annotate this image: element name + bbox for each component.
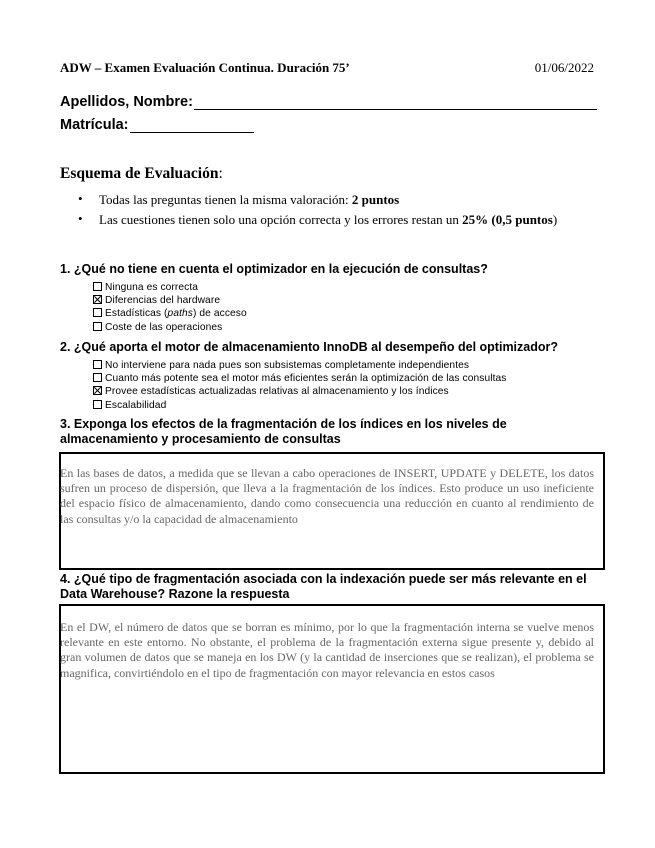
question-1-options	[93, 281, 247, 334]
id-label: Matrícula:	[60, 117, 129, 133]
exam-page: ADW – Examen Evaluación Continua. Duración 75’ 01/06/2022 Apellidos, Nombre: Matrícula: Esquema de Evaluación: • Todas las preguntas tienen la misma valoración: 2 puntos • Las cuestiones tienen solo una opción correcta y los errores restan un 25% (0,5 puntos) 1. ¿Qué no tiene en cuenta el optimizador en la ejecución de consultas? Ninguna es correcta Diferencias del hardware Estadísticas (paths) de acceso Coste de las operaciones 2. ¿Qué aporta el motor de almacenamiento InnoDB al desempeño del optimizador? No interviene para nada pues son subsistemas completamente independientes Cuanto más potente sea el motor más eficientes serán la optimización de las consultas Provee estadísticas actualizadas relativas al almacenamiento y los índices Escalabilidad 3. Exponga los efectos de la fragmentación de los índices en los niveles de almacenamiento y procesamiento de consultas En las bases de datos, a medida que se llevan a cabo operaciones de INSERT, UPDATE y DELETE, los datos sufren un proceso de dispersión, que lleva a la fragmentación de los índices. Esto produce un uso ineficiente del espacio físico de almacenamiento, dando como consecuencia una reducción en cuanto al rendimiento de las consultas y/o la capacidad de almacenamiento 4. ¿Qué tipo de fragmentación asociada con la indexación puede ser más relevante en el Data Warehouse? Razone la respuesta En el DW, el número de datos que se borran es mínimo, por lo que la fragmentación interna se vuelve menos relevante en este entorno. No obstante, el problema de la fragmentación externa sigue presente y, debido al gran volumen de datos que se maneja en los DW (y la cantidad de inserciones que se realizan), el problema se magnifica, convirtiéndolo en el tipo de fragmentación con mayor relevancia en estos casos	[0, 0, 655, 848]
option-item[interactable]: Diferencias del hardware	[93, 294, 247, 307]
question-2-options	[93, 359, 507, 412]
bullet-icon: •	[78, 191, 83, 206]
exam-date: 01/06/2022	[534, 60, 594, 75]
option-item[interactable]: Escalabilidad	[93, 399, 507, 412]
exam-title: ADW – Examen Evaluación Continua. Duración 75’	[60, 60, 350, 75]
name-label: Apellidos, Nombre:	[60, 94, 193, 110]
id-blank[interactable]	[130, 119, 254, 133]
question-3-answer: En las bases de datos, a medida que se llevan a cabo operaciones de INSERT, UPDATE y DELETE, los datos sufren un proceso de dispersión, que lleva a la fragmentación de los índices. Esto produce un uso ineficiente del espacio físico de almacenamiento, dando como consecuencia una reducción en cuanto al rendimiento de las consultas y/o la capacidad de almacenamiento	[60, 466, 594, 526]
name-blank[interactable]	[194, 96, 597, 110]
checked-checkbox-icon[interactable]	[93, 386, 102, 395]
option-item[interactable]: Estadísticas (paths) de acceso	[93, 307, 247, 320]
question-4-title: 4. ¿Qué tipo de fragmentación asociada con la indexación puede ser más relevante en el Data Warehouse? Razone la respuesta	[60, 572, 587, 601]
checkbox-icon[interactable]	[93, 400, 102, 409]
checked-checkbox-icon[interactable]	[93, 295, 102, 304]
scheme-title: Esquema de Evaluación:	[60, 165, 223, 182]
checkbox-icon[interactable]	[93, 322, 102, 331]
question-4-answer: En el DW, el número de datos que se borran es mínimo, por lo que la fragmentación interna se vuelve menos relevante en este entorno. No obstante, el problema de la fragmentación externa sigue presente y, debido al gran volumen de datos que se maneja en los DW (y la cantidad de inserciones que se realizan), el problema se magnifica, convirtiéndolo en el tipo de fragmentación con mayor relevancia en estos casos	[60, 620, 594, 680]
name-line	[60, 94, 597, 110]
question-2-title: 2. ¿Qué aporta el motor de almacenamiento InnoDB al desempeño del optimizador?	[60, 340, 559, 354]
question-3-title: 3. Exponga los efectos de la fragmentación de los índices en los niveles de almacenamiento y procesamiento de consultas	[60, 417, 507, 446]
option-item[interactable]: Ninguna es correcta	[93, 281, 247, 294]
checkbox-icon[interactable]	[93, 282, 102, 291]
option-item[interactable]: No interviene para nada pues son subsistemas completamente independientes	[93, 359, 507, 372]
option-item[interactable]: Provee estadísticas actualizadas relativas al almacenamiento y los índices	[93, 385, 507, 398]
option-item[interactable]: Coste de las operaciones	[93, 321, 247, 334]
checkbox-icon[interactable]	[93, 373, 102, 382]
option-item[interactable]: Cuanto más potente sea el motor más eficientes serán la optimización de las consultas	[93, 372, 507, 385]
id-line	[60, 117, 254, 133]
checkbox-icon[interactable]	[93, 360, 102, 369]
checkbox-icon[interactable]	[93, 308, 102, 317]
question-1-title: 1. ¿Qué no tiene en cuenta el optimizador en la ejecución de consultas?	[60, 262, 488, 276]
bullet-icon: •	[78, 211, 83, 226]
